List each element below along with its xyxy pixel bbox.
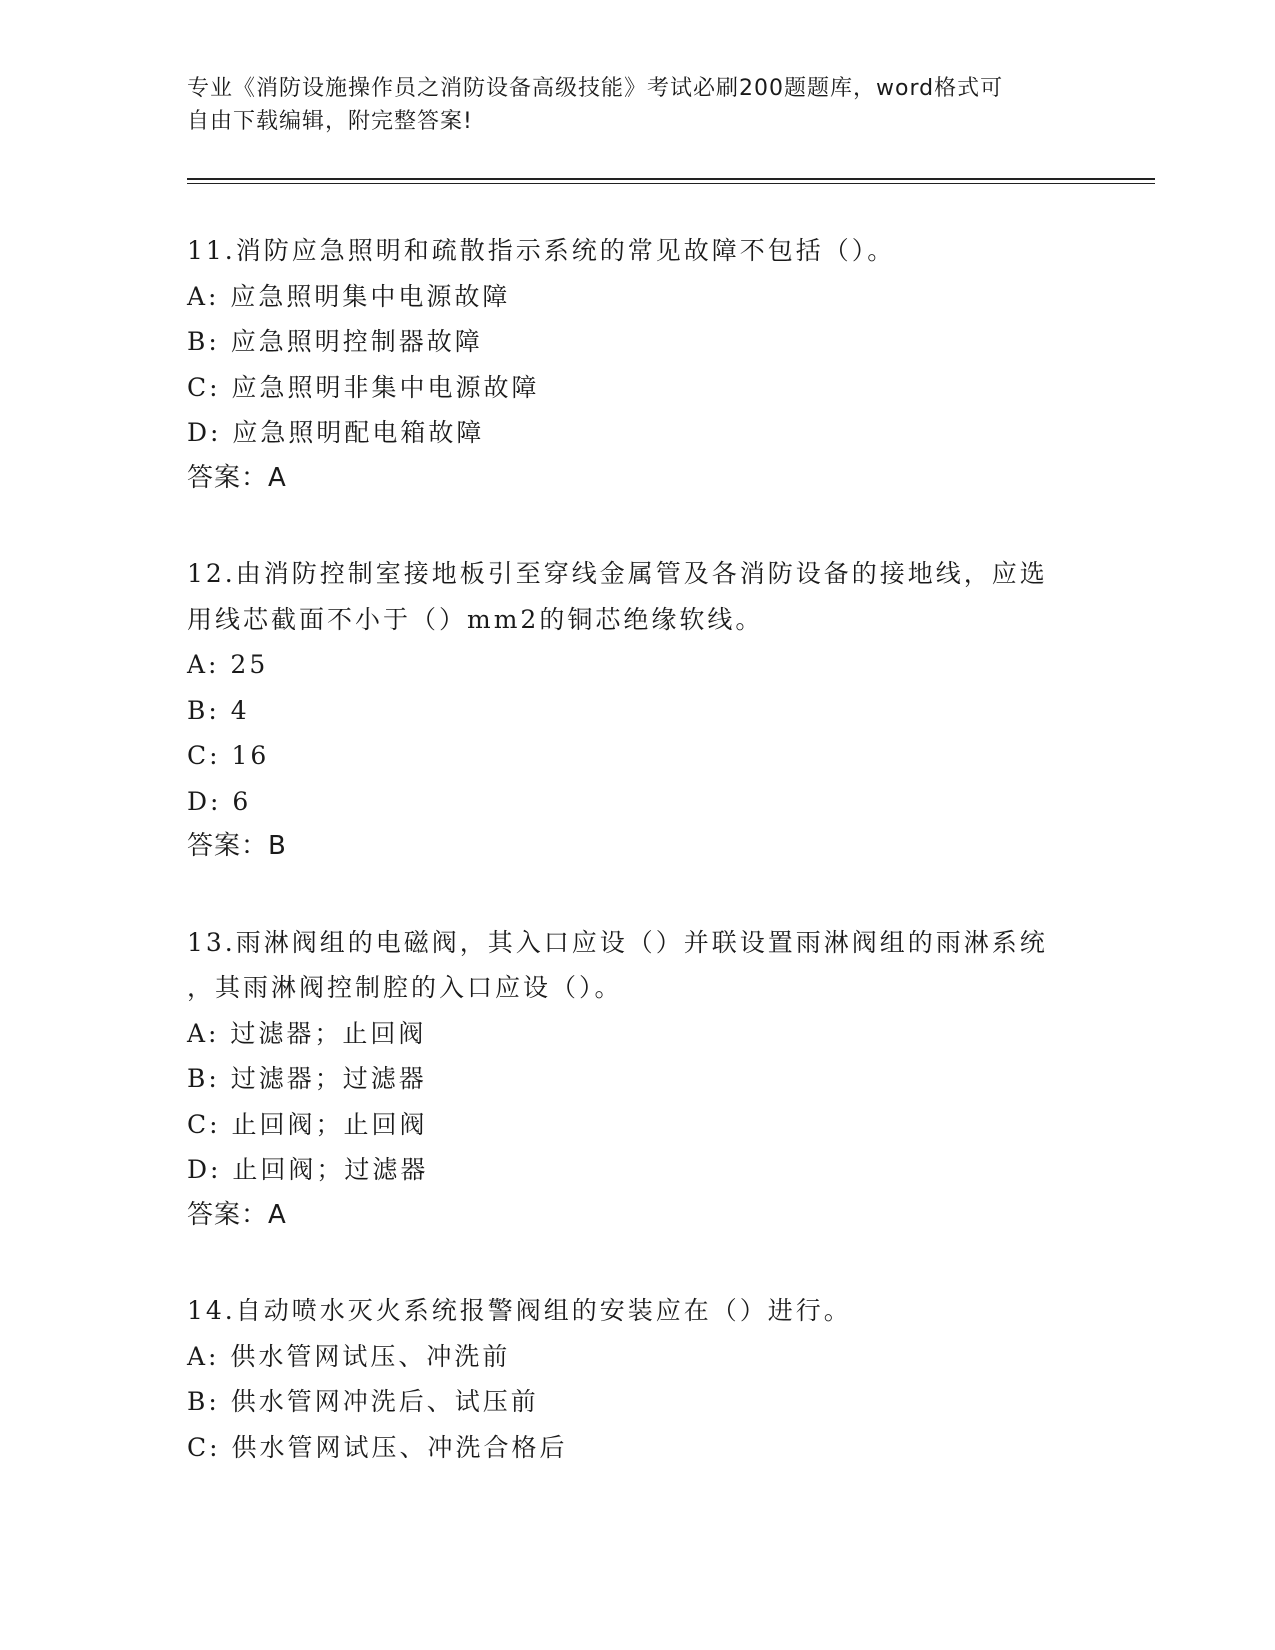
document-header xyxy=(187,72,1087,138)
question-11 xyxy=(187,228,1087,501)
question-13 xyxy=(187,920,1087,1239)
header-line-1: 专业《消防设施操作员之消防设备高级技能》考试必刷200题题库，word格式可 xyxy=(187,76,1004,101)
question-stem-continued: ，其雨淋阀控制腔的入口应设（）。 xyxy=(187,973,623,1002)
option-c: C: 应急照明非集中电源故障 xyxy=(187,372,540,402)
option-b: B: 应急照明控制器故障 xyxy=(187,327,483,356)
option-a: A: 过滤器；止回阀 xyxy=(187,1018,427,1048)
answer: 答案：A xyxy=(187,462,287,493)
option-d: D: 6 xyxy=(187,786,252,816)
option-b: B: 4 xyxy=(187,695,250,725)
option-c: C: 止回阀；止回阀 xyxy=(187,1109,428,1139)
question-list xyxy=(187,228,1087,1520)
option-d: D: 应急照明配电箱故障 xyxy=(187,418,485,447)
question-stem: 11.消防应急照明和疏散指示系统的常见故障不包括（）。 xyxy=(187,236,896,265)
question-14 xyxy=(187,1288,1087,1470)
option-a: A: 25 xyxy=(187,650,269,679)
answer: 答案：B xyxy=(187,831,287,861)
option-b: B: 过滤器；过滤器 xyxy=(187,1064,427,1093)
header-line-2: 自由下载编辑，附完整答案! xyxy=(187,109,473,134)
question-stem: 12.由消防控制室接地板引至穿线金属管及各消防设备的接地线，应选 xyxy=(187,559,1048,588)
option-b: B: 供水管网冲洗后、试压前 xyxy=(187,1387,539,1416)
answer: 答案：A xyxy=(187,1199,287,1230)
option-a: A: 应急照明集中电源故障 xyxy=(187,281,511,311)
option-c: C: 供水管网试压、冲洗合格后 xyxy=(187,1432,568,1462)
question-stem-continued: 用线芯截面不小于（）mm2的铜芯绝缘软线。 xyxy=(187,604,764,634)
option-d: D: 止回阀；过滤器 xyxy=(187,1155,429,1184)
question-stem: 14.自动喷水灭火系统报警阀组的安装应在（）进行。 xyxy=(187,1296,852,1325)
question-12 xyxy=(187,551,1087,870)
option-c: C: 16 xyxy=(187,741,270,770)
option-a: A: 供水管网试压、冲洗前 xyxy=(187,1341,511,1371)
question-stem: 13.雨淋阀组的电磁阀，其入口应设（）并联设置雨淋阀组的雨淋系统 xyxy=(187,927,1048,957)
header-divider xyxy=(187,178,1155,184)
